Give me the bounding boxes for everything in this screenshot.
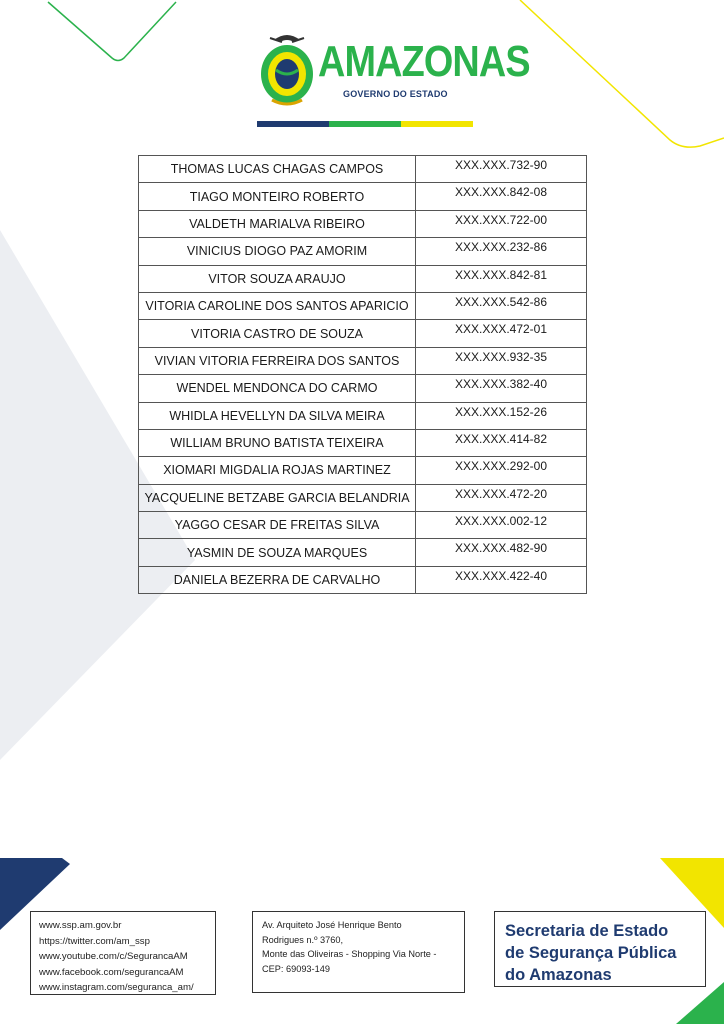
person-name-cell: VINICIUS DIOGO PAZ AMORIM bbox=[139, 238, 416, 265]
cpf-cell: XXX.XXX.842-81 bbox=[416, 265, 587, 292]
cpf-cell: XXX.XXX.472-01 bbox=[416, 320, 587, 347]
department-line: Secretaria de Estado bbox=[505, 922, 669, 940]
cpf-cell: XXX.XXX.482-90 bbox=[416, 539, 587, 566]
person-name-cell: WHIDLA HEVELLYN DA SILVA MEIRA bbox=[139, 402, 416, 429]
table-row bbox=[139, 429, 587, 456]
footer-address-box bbox=[252, 911, 465, 993]
department-line: de Segurança Pública bbox=[505, 944, 677, 962]
cpf-cell: XXX.XXX.472-20 bbox=[416, 484, 587, 511]
footer-link[interactable]: www.instagram.com/seguranca_am/ bbox=[39, 982, 194, 993]
table-row bbox=[139, 539, 587, 566]
table-row bbox=[139, 375, 587, 402]
table-row bbox=[139, 512, 587, 539]
person-name-cell: WILLIAM BRUNO BATISTA TEIXEIRA bbox=[139, 429, 416, 456]
cpf-cell: XXX.XXX.422-40 bbox=[416, 566, 587, 593]
cpf-cell: XXX.XXX.722-00 bbox=[416, 210, 587, 237]
address-line: CEP: 69093-149 bbox=[262, 963, 330, 974]
brand-title: AMAZONAS bbox=[318, 37, 530, 86]
table-row bbox=[139, 320, 587, 347]
footer-links-box bbox=[30, 911, 216, 995]
green-chevron-line bbox=[48, 2, 176, 61]
address-line: Rodrigues n.º 3760, bbox=[262, 934, 343, 945]
coat-of-arms-icon bbox=[252, 30, 322, 110]
footer-link[interactable]: www.youtube.com/c/SegurancaAM bbox=[39, 951, 188, 962]
person-name-cell: DANIELA BEZERRA DE CARVALHO bbox=[139, 566, 416, 593]
department-line: do Amazonas bbox=[505, 966, 612, 984]
table-row bbox=[139, 402, 587, 429]
person-name-cell: YAGGO CESAR DE FREITAS SILVA bbox=[139, 512, 416, 539]
person-name-cell: VITORIA CASTRO DE SOUZA bbox=[139, 320, 416, 347]
person-name-cell: VALDETH MARIALVA RIBEIRO bbox=[139, 210, 416, 237]
person-name-cell: TIAGO MONTEIRO ROBERTO bbox=[139, 183, 416, 210]
yellow-corner-line bbox=[520, 0, 724, 147]
person-name-cell: WENDEL MENDONCA DO CARMO bbox=[139, 375, 416, 402]
cpf-cell: XXX.XXX.232-86 bbox=[416, 238, 587, 265]
cpf-cell: XXX.XXX.414-82 bbox=[416, 429, 587, 456]
address-line: Monte das Oliveiras - Shopping Via Norte - bbox=[262, 949, 437, 959]
footer-link[interactable]: https://twitter.com/am_ssp bbox=[39, 935, 150, 947]
table-row bbox=[139, 347, 587, 374]
table-row bbox=[139, 210, 587, 237]
person-name-cell: XIOMARI MIGDALIA ROJAS MARTINEZ bbox=[139, 457, 416, 484]
stripe-navy bbox=[257, 121, 329, 127]
person-name-cell: YASMIN DE SOUZA MARQUES bbox=[139, 539, 416, 566]
cpf-cell: XXX.XXX.002-12 bbox=[416, 512, 587, 539]
cpf-cell: XXX.XXX.382-40 bbox=[416, 375, 587, 402]
person-name-cell: THOMAS LUCAS CHAGAS CAMPOS bbox=[139, 156, 416, 183]
cpf-cell: XXX.XXX.152-26 bbox=[416, 402, 587, 429]
green-corner-shape bbox=[676, 982, 724, 1024]
cpf-cell: XXX.XXX.932-35 bbox=[416, 347, 587, 374]
table-row bbox=[139, 265, 587, 292]
cpf-cell: XXX.XXX.842-08 bbox=[416, 183, 587, 210]
table-row bbox=[139, 566, 587, 593]
table-row bbox=[139, 156, 587, 183]
person-name-cell: VIVIAN VITORIA FERREIRA DOS SANTOS bbox=[139, 347, 416, 374]
person-name-cell: VITORIA CAROLINE DOS SANTOS APARICIO bbox=[139, 292, 416, 319]
cpf-cell: XXX.XXX.292-00 bbox=[416, 457, 587, 484]
table-row bbox=[139, 457, 587, 484]
footer-link[interactable]: www.ssp.am.gov.br bbox=[39, 920, 122, 931]
footer-link[interactable]: www.facebook.com/segurancaAM bbox=[39, 966, 184, 978]
table-row bbox=[139, 484, 587, 511]
table-row bbox=[139, 238, 587, 265]
stripe-green bbox=[329, 121, 401, 127]
table-row bbox=[139, 183, 587, 210]
person-name-cell: VITOR SOUZA ARAUJO bbox=[139, 265, 416, 292]
table-row bbox=[139, 292, 587, 319]
person-name-cell: YACQUELINE BETZABE GARCIA BELANDRIA bbox=[139, 484, 416, 511]
stripe-yellow bbox=[401, 121, 473, 127]
brand-subtitle: GOVERNO DO ESTADO bbox=[343, 89, 448, 99]
address-line: Av. Arquiteto José Henrique Bento bbox=[262, 920, 402, 930]
cpf-cell: XXX.XXX.732-90 bbox=[416, 156, 587, 183]
department-name-box bbox=[494, 911, 706, 987]
cpf-cell: XXX.XXX.542-86 bbox=[416, 292, 587, 319]
roster-table bbox=[138, 155, 587, 594]
